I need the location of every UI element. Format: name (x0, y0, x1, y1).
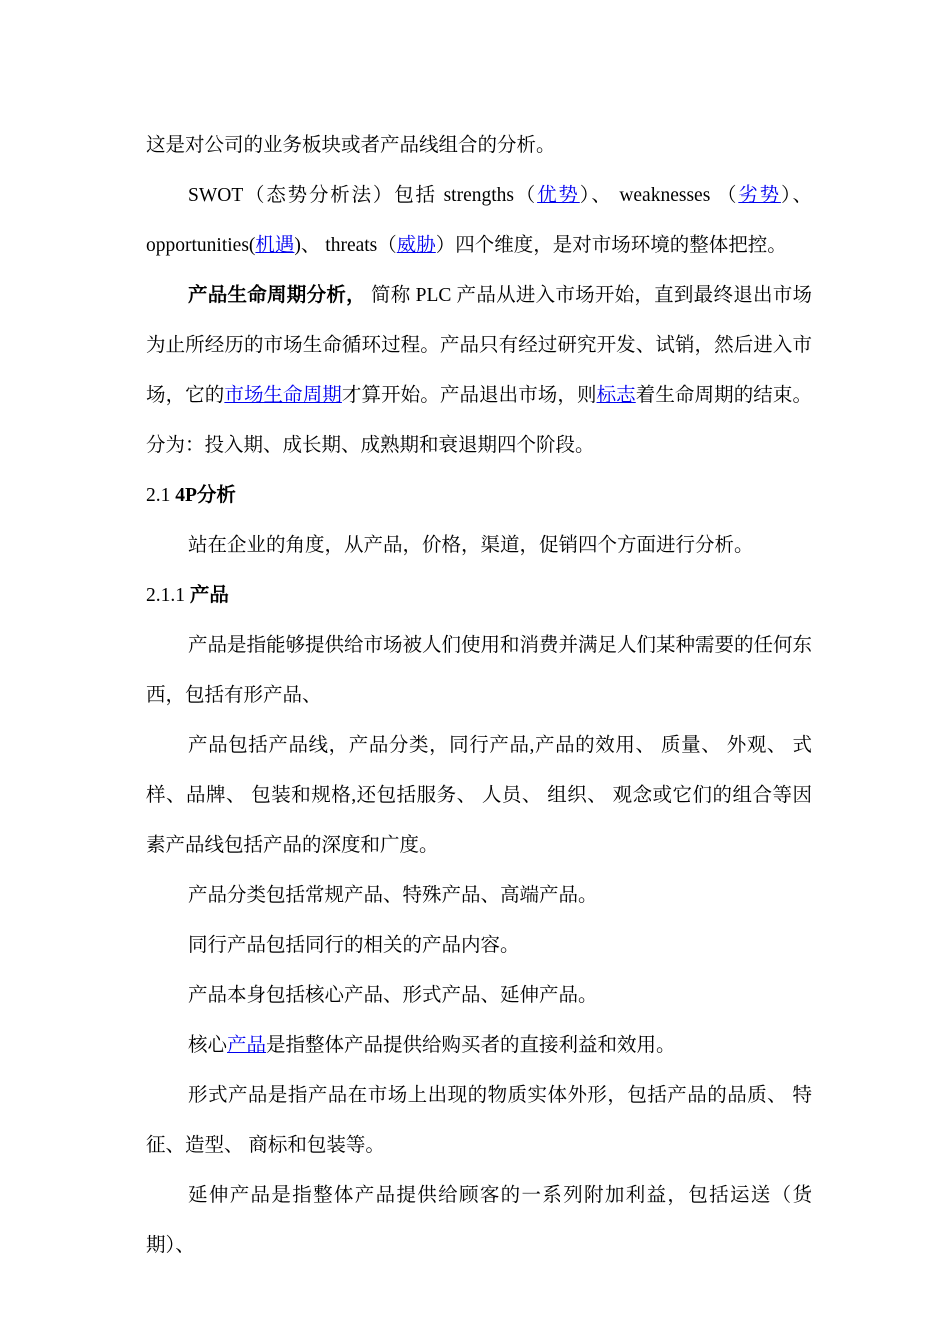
paragraph (146, 621, 812, 721)
text-run: SWOT（态势分析法）包括 strengths（ (188, 185, 538, 206)
text-run: ）、 weaknesses （ (579, 185, 739, 206)
hyperlink[interactable]: 标志 (596, 385, 636, 406)
paragraph (146, 1021, 812, 1071)
hyperlink[interactable]: 产品 (227, 1035, 267, 1056)
bold-text-run: 产品生命周期分析， (188, 285, 366, 306)
hyperlink[interactable]: 威胁 (396, 235, 436, 256)
text-run: 核心 (188, 1035, 228, 1056)
text-run: 简称 PLC 产品从进入市场开始，直到最终退出市场为止所经历的市场生命循环过程。产品只有经过研究开发、试销，然后进入市场，它的 (146, 285, 812, 406)
text-run: 才算开始。产品退出市场，则 (341, 385, 597, 406)
paragraph (146, 871, 812, 921)
hyperlink[interactable]: 优势 (537, 185, 580, 206)
text-run: 是指整体产品提供给购买者的直接利益和效用。 (266, 1035, 676, 1056)
text-run: )、 threats（ (294, 235, 397, 256)
text-run: 产品包括产品线，产品分类，同行产品,产品的效用、 质量、 外观、 式样、品牌、 包装和规格,还包括服务、 人员、 组织、 观念或它们的组合等因素产品线包括产品的深度和广度。 (146, 735, 812, 856)
text-run: 站在企业的角度，从产品，价格，渠道，促销四个方面进行分析。 (188, 535, 754, 556)
paragraph (146, 1171, 812, 1271)
paragraph (146, 921, 812, 971)
hyperlink[interactable]: 劣势 (738, 185, 781, 206)
paragraph (146, 971, 812, 1021)
paragraph (146, 721, 812, 871)
text-run: 这是对公司的业务板块或者产品线组合的分析。 (146, 135, 556, 156)
text-run: 2.1.1 (146, 585, 190, 606)
text-run: ）四个维度，是对市场环境的整体把控。 (435, 235, 787, 256)
bold-text-run: 4P分析 (175, 485, 236, 506)
text-run: 延伸产品是指整体产品提供给顾客的一系列附加利益，包括运送（货期）、 (146, 1185, 812, 1256)
paragraph (146, 171, 812, 271)
paragraph (146, 1071, 812, 1171)
heading (146, 571, 812, 621)
paragraph (146, 121, 812, 171)
hyperlink[interactable]: 市场生命周期 (224, 385, 342, 406)
paragraph (146, 271, 812, 471)
bold-text-run: 产品 (189, 585, 229, 606)
text-run: ）、opportunities( (146, 185, 813, 256)
text-run: 产品分类包括常规产品、特殊产品、高端产品。 (188, 885, 598, 906)
text-run: 形式产品是指产品在市场上出现的物质实体外形，包括产品的品质、 特征、造型、 商标和包装等。 (146, 1085, 812, 1156)
text-run: 着生命周期的结束。分为：投入期、成长期、成熟期和衰退期四个阶段。 (146, 385, 812, 456)
paragraph (146, 521, 812, 571)
hyperlink[interactable]: 机遇 (255, 235, 295, 256)
text-run: 产品本身包括核心产品、形式产品、延伸产品。 (188, 985, 598, 1006)
text-run: 同行产品包括同行的相关的产品内容。 (188, 935, 520, 956)
text-run: 产品是指能够提供给市场被人们使用和消费并满足人们某种需要的任何东西，包括有形产品、 (146, 635, 813, 706)
heading (146, 471, 812, 521)
text-run: 2.1 (146, 485, 176, 506)
